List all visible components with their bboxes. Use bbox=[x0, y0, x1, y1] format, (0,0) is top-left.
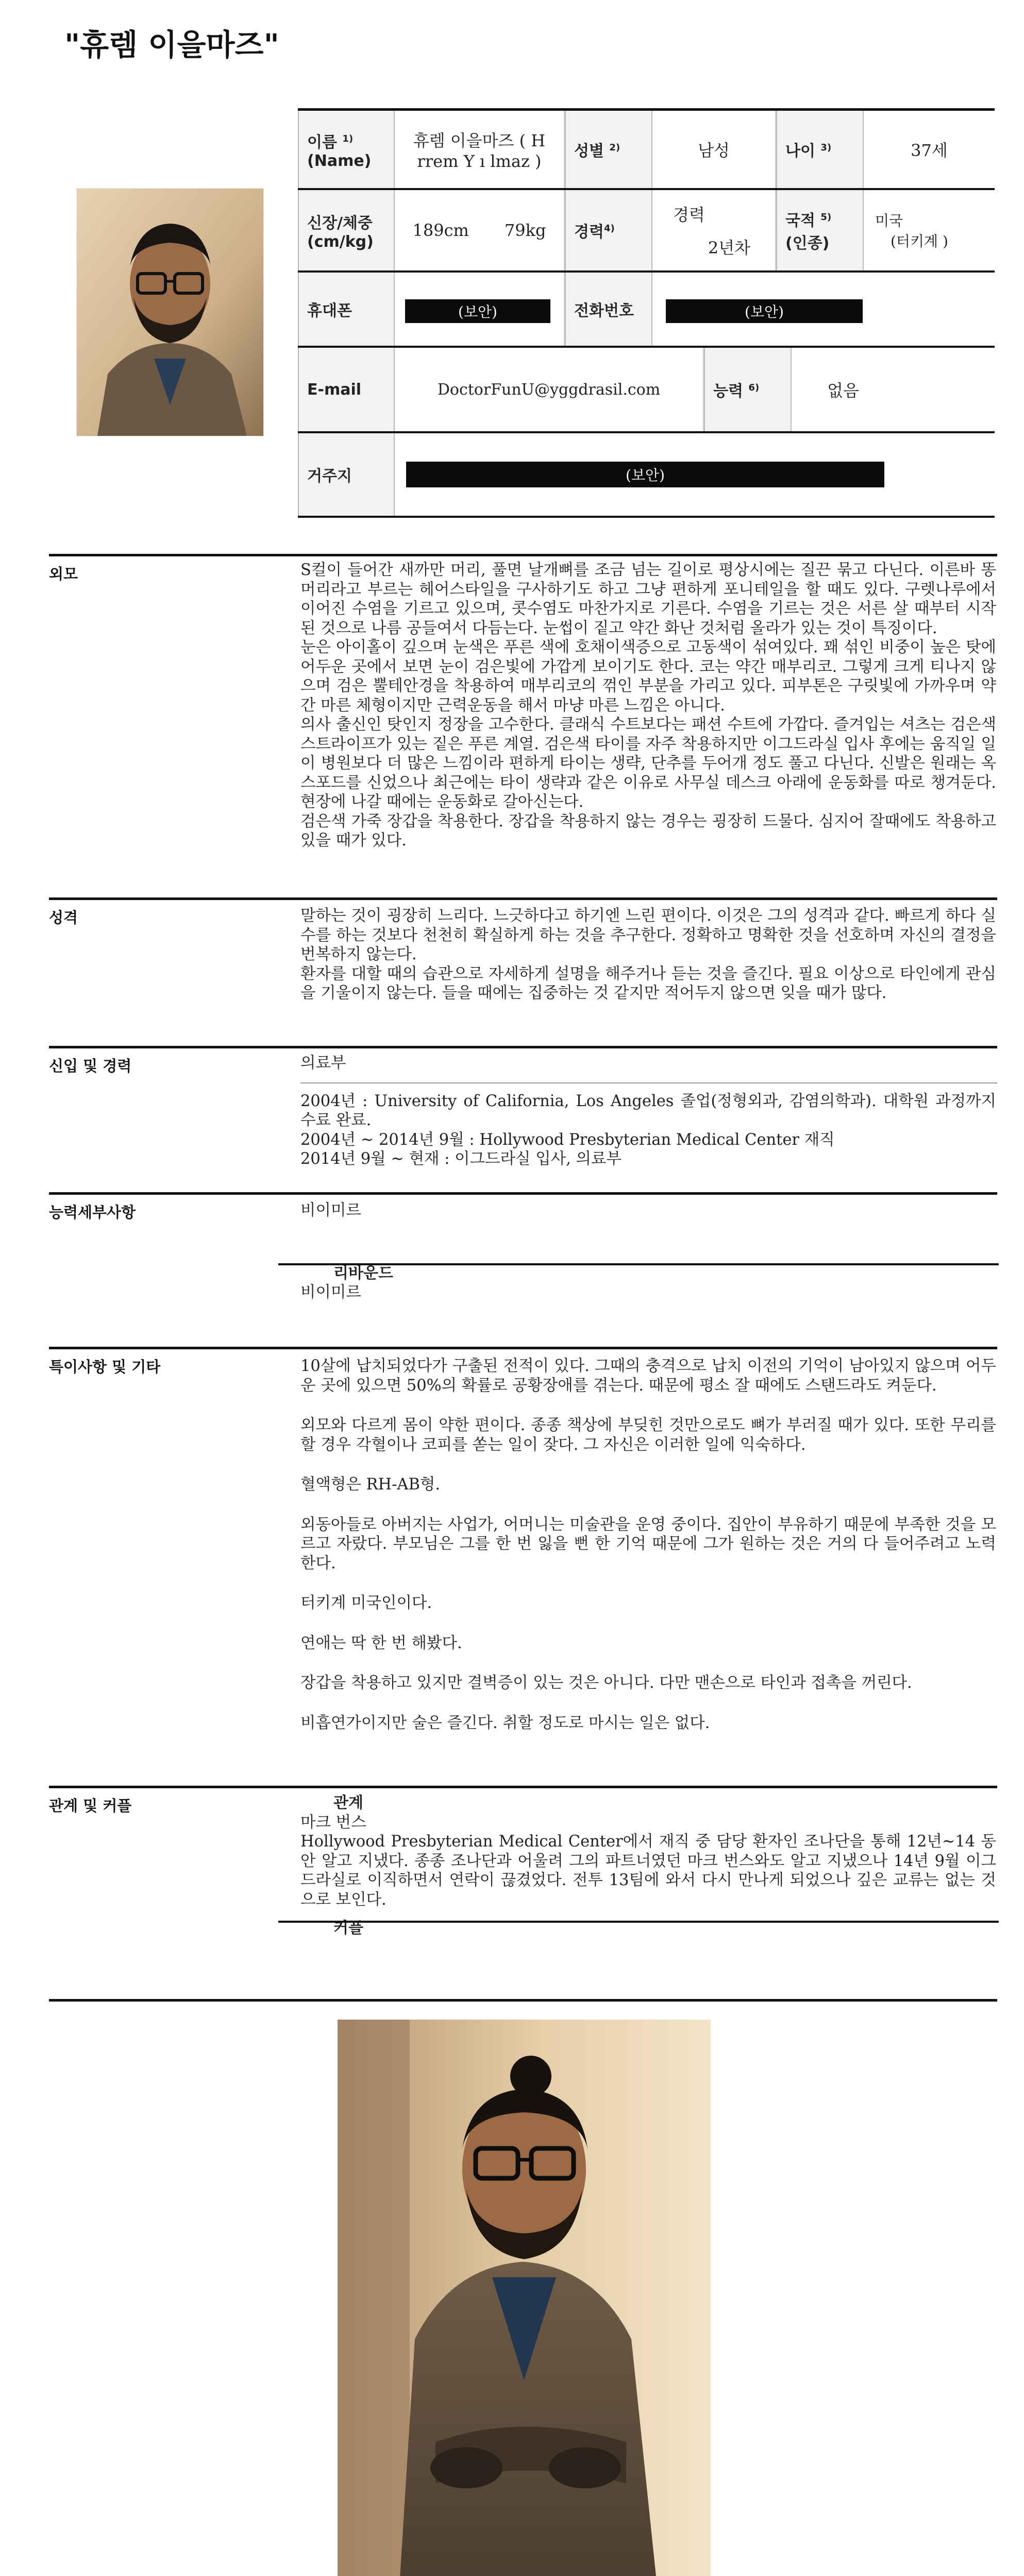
mobile-cell bbox=[395, 273, 565, 346]
portrait-photo-small bbox=[76, 188, 264, 436]
gender-label-cell: 성별 $^{2)}$ bbox=[565, 111, 652, 188]
email-label: E-mail bbox=[298, 348, 395, 431]
address-cell bbox=[395, 433, 995, 516]
section-personality bbox=[49, 897, 997, 1047]
notes-heading: 특이사항 및 기타 bbox=[49, 1358, 161, 1376]
personality-heading: 성격 bbox=[49, 909, 78, 926]
career-label-cell: 경력$^{4)}$ bbox=[565, 190, 652, 270]
age-value: 37세 bbox=[911, 141, 948, 160]
gender-value: 남성 bbox=[652, 111, 776, 188]
page-title: "휴렘 이을마즈" bbox=[64, 27, 279, 62]
ability-heading: 능력세부사항 bbox=[49, 1204, 136, 1221]
bottom-rule bbox=[49, 1999, 997, 2002]
profile-row-phone bbox=[298, 273, 995, 348]
nation-value: 미국 (터키계 ) bbox=[875, 212, 948, 250]
ability-sub-rule bbox=[278, 1263, 999, 1265]
ability-label-cell: 능력 $^{6)}$ bbox=[704, 348, 792, 431]
ability-value: 없음 bbox=[827, 381, 859, 400]
portrait-photo-large bbox=[338, 2020, 711, 2576]
relations-heading: 관계 및 커플 bbox=[49, 1797, 132, 1815]
ability-body: 비이미르 리바운드 비이미르 bbox=[300, 1201, 996, 1302]
relations-subheading: 관계 bbox=[333, 1794, 363, 1812]
profile-row-body bbox=[298, 190, 995, 273]
relations-sub-rule bbox=[278, 1921, 999, 1923]
appearance-heading: 외모 bbox=[49, 565, 78, 583]
section-appearance bbox=[49, 554, 997, 899]
name-value: 휴렘 이을마즈 ( H rrem Y ı lmaz ) bbox=[395, 111, 565, 188]
body-value-cell bbox=[395, 190, 565, 270]
section-career bbox=[49, 1046, 997, 1193]
body-label-cell: 신장/체중 (cm/kg) bbox=[298, 190, 395, 270]
email-value: DoctorFunU@yggdrasil.com bbox=[395, 348, 704, 431]
mobile-redacted: (보안) bbox=[405, 299, 550, 323]
phone-label: 전화번호 bbox=[565, 273, 652, 346]
section-relations bbox=[49, 1786, 997, 1943]
notes-body: 10살에 납치되었다가 구출된 전적이 있다. 그때의 충격으로 납치 이전의 기억이 남아있지 않으며 어두운 곳에 있으면 50%의 확률로 공황장애를 겪는다. 때문에 평소 잘 때에도 스탠드라도 켜둔다. 외모와 다르게 몸이 약한 편이다. 종종 책상에 부딪힌 것만으로도 뼈가 부러질 때가 있다. 또한 무리를 할 경우 각혈이나 코피를 쏟는 일이 잦다. 그 자신은 이러한 일에 익숙하다. 혈액형은 RH-AB형. 외동아들로 아버지는 사업가, 어머니는 미술관을 운영 중이다. 집안이 부유하기 때문에 부족한 것을 모르고 자랐다. 부모님은 그를 한 번 잃을 뻔 한 기억 때문에 그가 원하는 것은 거의 다 들어주려고 노력한다. 터키계 미국인이다. 연애는 딱 한 번 해봤다. 장갑을 착용하고 있지만 결벽증이 있는 것은 아니다. 다만 맨손으로 타인과 접촉을 꺼린다. 비흡연가이지만 술은 즐긴다. 취할 정도로 마시는 일은 없다. bbox=[300, 1357, 996, 1732]
career-value: 경력 2년차 bbox=[652, 190, 776, 270]
career-heading: 신입 및 경력 bbox=[49, 1057, 132, 1075]
height-value: 189cm bbox=[412, 221, 469, 240]
address-label: 거주지 bbox=[298, 433, 395, 516]
phone-cell bbox=[652, 273, 995, 346]
address-redacted: (보안) bbox=[406, 462, 884, 487]
personality-body: 말하는 것이 굉장히 느리다. 느긋하다고 하기엔 느린 편이다. 이것은 그의 성격과 같다. 빠르게 하다 실수를 하는 것보다 천천히 확실하게 하는 것을 추구한다. 정확하고 명확한 것을 선호하며 자신의 결정을 번복하지 않는다. 환자를 대할 때의 습관으로 자세하게 설명을 해주거나 듣는 것을 즐긴다. 필요 이상으로 타인에게 관심을 기울이지 않는다. 들을 때에는 집중하는 것 같지만 적어두지 않으면 잊을 때가 많다. bbox=[300, 907, 996, 1002]
ability-subheading: 리바운드 bbox=[333, 1264, 393, 1282]
career-body: 의료부 2004년 : University of California, Los Angeles 졸업(정형외과, 감염의학과). 대학원 과정까지 수료 완료. 2004년 ~ 2014년 9월 : Hollywood Presbyterian Medical Center 재직 2014년 9월 ~ 현재 : 이그드라실 입사, 의료부 bbox=[300, 1054, 996, 1168]
profile-row-address bbox=[298, 433, 995, 518]
appearance-body: S컬이 들어간 새까만 머리, 풀면 날개뼈를 조금 넘는 길이로 평상시에는 질끈 묶고 다닌다. 이른바 똥머리라고 부르는 헤어스타일을 구사하기도 하고 그냥 편하게 포니테일을 할 때도 있다. 구렛나루에서 이어진 수염을 기르고 있으며, 콧수염도 마찬가지로 기른다. 수염을 기르는 것은 서른 살 때부터 시작된 것으로 나름 공들여서 다듬는다. 눈썹이 짙고 약간 화난 것처럼 올라가 있는 것이 특징이다. 눈은 아이홀이 깊으며 눈색은 푸른 색에 호채이색증으로 고동색이 섞여있다. 꽤 섞인 비중이 높은 탓에 어두운 곳에서 보면 눈이 검은빛에 가깝게 보이기도 한다. 코는 약간 매부리코. 그렇게 크게 티나지 않으며 검은 뿔테안경을 착용하여 매부리코의 꺾인 부분을 가리고 있다. 피부톤은 구릿빛에 가까우며 약간 마른 체형이지만 근력운동을 해서 마냥 마른 느낌은 아니다. 의사 출신인 탓인지 정장을 고수한다. 클래식 수트보다는 패션 수트에 가깝다. 즐겨입는 셔츠는 검은색 스트라이프가 있는 짙은 푸른 계열. 검은색 타이를 자주 착용하지만 이그드라실 입사 후에는 움직일 일이 병원보다 더 많은 느낌이라 편하게 타이는 생략, 단추를 두어개 정도 풀고 다닌다. 신발은 원래는 옥스포드를 신었으나 최근에는 타이 생략과 같은 이유로 사무실 데스크 아래에 운동화를 따로 챙겨둔다. 현장에 나갈 때에는 운동화로 갈아신는다. 검은색 가죽 장갑을 착용한다. 장갑을 착용하지 않는 경우는 굉장히 드물다. 심지어 잘때에도 착용하고 있을 때가 있다. bbox=[300, 561, 996, 850]
profile-row-name bbox=[298, 111, 995, 190]
section-ability bbox=[49, 1192, 997, 1349]
phone-redacted: (보안) bbox=[666, 299, 863, 323]
age-label-cell: 나이 $^{3)}$ bbox=[776, 111, 864, 188]
mobile-label: 휴대폰 bbox=[298, 273, 395, 346]
couple-subheading: 커플 bbox=[333, 1919, 363, 1937]
weight-value: 79kg bbox=[504, 221, 546, 240]
relations-body: 관계 마크 번스 Hollywood Presbyterian Medical Center에서 재직 중 담당 환자인 조나단을 통해 12년~14 동안 알고 지냈다. 종종 조나단과 어울려 그의 파트너였던 마크 번스와도 알고 지냈으나 14년 9월 이그드라실로 이직하면서 연락이 끊겼었다. 전투 13팀에 와서 다시 만나게 되었으나 깊은 교류는 없는 것으로 보인다. 커플 bbox=[300, 1794, 996, 1937]
nation-label-cell: 국적 $^{5)}$ (인종) bbox=[776, 190, 864, 270]
profile-row-email bbox=[298, 348, 995, 433]
name-label-cell: 이름 $^{1)}$ (Name) bbox=[298, 111, 395, 188]
section-notes bbox=[49, 1347, 997, 1787]
